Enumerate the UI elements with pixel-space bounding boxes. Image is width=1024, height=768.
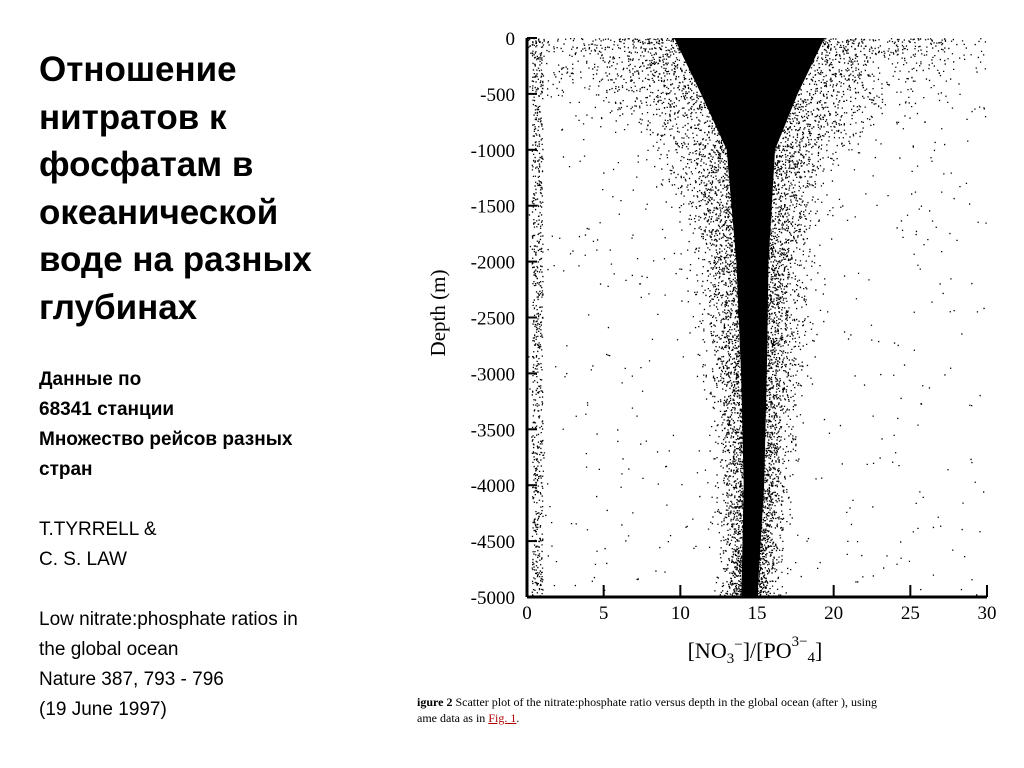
data-info: [39, 365, 409, 485]
figure-caption: [417, 694, 1017, 726]
caption-figure-label: igure 2: [417, 695, 453, 709]
y-tick-label: -500: [480, 84, 515, 106]
xlabel-superscript: 3−: [791, 634, 808, 650]
y-tick-label: -2500: [470, 308, 515, 330]
x-tick-label: 0: [522, 603, 532, 624]
info-line: Данные по: [39, 369, 142, 390]
reference-line: Low nitrate:phosphate ratios in: [39, 609, 298, 630]
y-tick-label: -3000: [470, 364, 515, 386]
xlabel-part: ]/[PO: [742, 638, 792, 663]
slide-title: [39, 46, 409, 331]
x-axis-label: [688, 634, 823, 667]
y-tick-label: -4000: [470, 476, 515, 498]
y-tick-label: -4500: [470, 532, 515, 554]
author-line: T.TYRRELL &: [39, 519, 157, 540]
scatter-dense-core: [674, 38, 824, 597]
author-line: C. S. LAW: [39, 549, 127, 570]
title-line: Отношение: [39, 50, 237, 89]
caption-line: .: [516, 711, 520, 725]
y-tick-label: -2000: [470, 252, 515, 274]
title-line: океанической: [39, 192, 279, 232]
y-tick-label: 0: [505, 29, 515, 50]
reference-line: (19 June 1997): [39, 699, 167, 720]
reference-line: Nature 387, 793 - 796: [39, 669, 224, 690]
scatter-chart: [415, 18, 1024, 733]
xlabel-part: [NO: [687, 638, 727, 663]
caption-line: Scatter plot of the nitrate:phosphate ratio versus depth in the global ocean (after ), using: [455, 695, 877, 709]
xlabel-subscript: 4: [807, 650, 816, 666]
xlabel-part: ]: [815, 638, 823, 663]
y-axis-label: Depth (m): [426, 269, 450, 357]
info-line: стран: [39, 459, 93, 480]
reference-line: the global ocean: [39, 639, 179, 660]
xlabel-superscript: −: [734, 637, 743, 653]
x-tick-label: 30: [977, 603, 997, 624]
authors: [39, 515, 409, 575]
title-line: нитратов к: [39, 97, 227, 137]
title-line: фосфатам в: [39, 145, 254, 184]
xlabel-subscript: 3: [726, 651, 735, 667]
x-tick-label: 5: [598, 603, 609, 624]
x-tick-label: 25: [900, 603, 920, 624]
title-line: воде на разных: [39, 240, 312, 279]
info-line: 68341 станции: [39, 399, 175, 420]
x-tick-label: 15: [747, 603, 767, 624]
y-tick-label: -1500: [470, 196, 515, 218]
title-line: глубинах: [39, 287, 198, 327]
reference: [39, 605, 409, 725]
x-tick-label: 10: [670, 603, 690, 624]
y-tick-label: -5000: [470, 588, 515, 609]
scatter-points: [528, 38, 987, 598]
y-tick-label: -1000: [470, 140, 515, 162]
info-line: Множество рейсов разных: [39, 429, 293, 450]
text-panel: [39, 46, 409, 725]
y-tick-label: -3500: [470, 420, 515, 442]
caption-figure-link[interactable]: Fig. 1: [488, 711, 517, 725]
caption-line: ame data as in: [417, 711, 489, 725]
x-tick-label: 20: [824, 603, 844, 624]
